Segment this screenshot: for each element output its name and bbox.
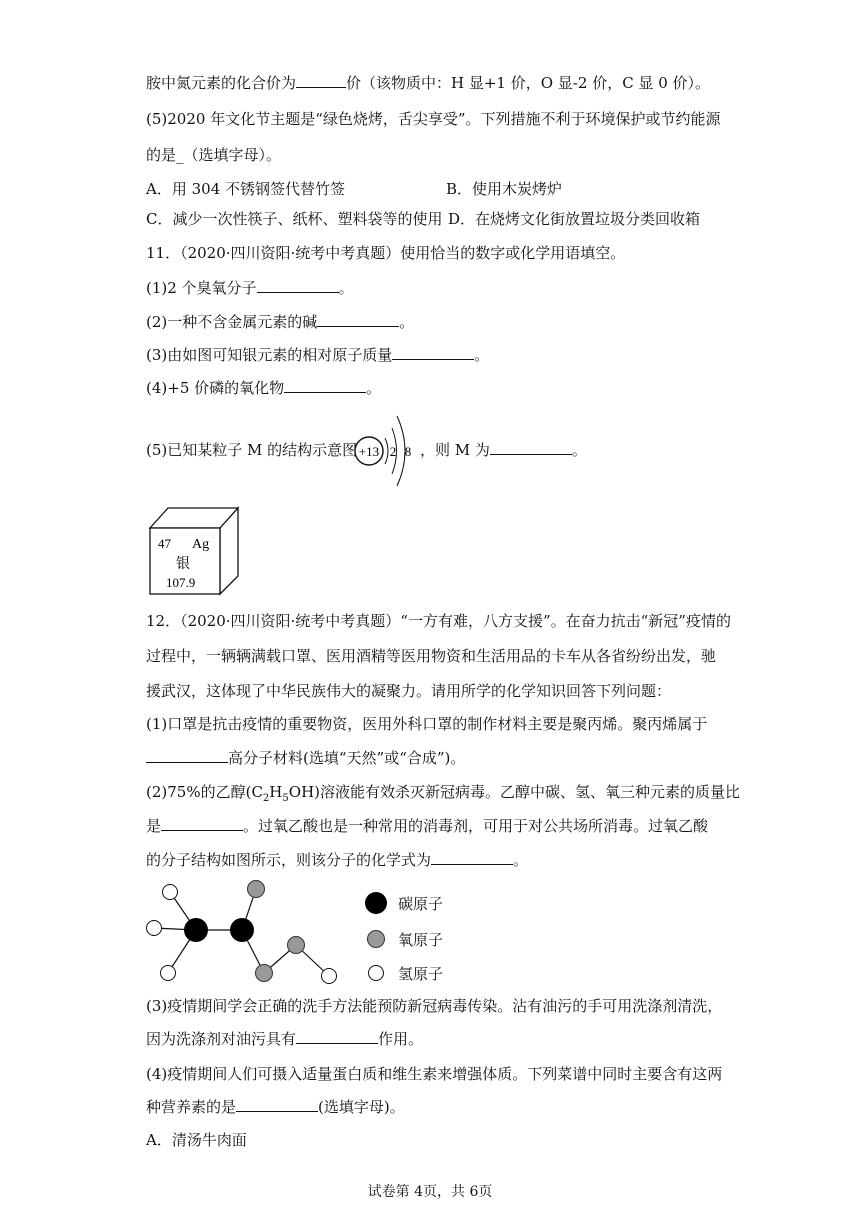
- page-footer: 试卷第 4页，共 6页: [367, 1184, 493, 1200]
- option-a-menu: A．清汤牛肉面: [146, 1131, 247, 1149]
- text-seg: 因为洗涤剂对油污具有: [146, 1030, 297, 1048]
- subscript: 5: [282, 793, 289, 804]
- question-12-line-5: [146, 748, 465, 768]
- legend-hydrogen-label: 氢原子: [398, 965, 444, 983]
- element-symbol: Ag: [192, 537, 210, 552]
- text-seg: ，则 M 为: [420, 441, 490, 459]
- text-seg: 。: [399, 313, 415, 331]
- question-12-line-8: [146, 850, 528, 870]
- text-seg: (1)2 个臭氧分子: [146, 279, 257, 297]
- text-seg: 。: [474, 346, 490, 364]
- text-seg: 。: [513, 851, 529, 869]
- q11-item-5b: [420, 440, 587, 460]
- answer-blank[interactable]: [431, 850, 513, 865]
- question-12-line-2: 过程中，一辆辆满载口罩、医用酒精等医用物资和生活用品的卡车从各省纷纷出发，驰: [146, 647, 717, 665]
- text-seg: 种营养素的是: [146, 1098, 237, 1116]
- text-seg: 。过氧乙酸也是一种常用的消毒剂，可用于对公共场所消毒。过氧乙酸: [243, 817, 709, 835]
- text-seg: 胺中氮元素的化合价为: [146, 74, 297, 92]
- text-line-3: 的是_（选填字母）。: [146, 146, 282, 164]
- question-12-line-6: [146, 782, 740, 809]
- oxygen-atom: [256, 965, 273, 982]
- legend-oxygen-label: 氧原子: [398, 931, 444, 949]
- question-12-line-7: [146, 816, 708, 836]
- hydrogen-atom: [322, 969, 337, 984]
- question-11-title: 11．（2020·四川资阳·统考中考真题）使用恰当的数字或化学用语填空。: [146, 244, 626, 262]
- element-cell-cube: [146, 504, 242, 596]
- answer-blank[interactable]: [392, 345, 474, 360]
- q11-item-2: [146, 312, 414, 332]
- nucleus-charge: +13: [358, 444, 380, 459]
- subscript: 2: [262, 793, 270, 804]
- text-seg: OH)溶液能有效杀灭新冠病毒。乙醇中碳、氢、氧三种元素的质量比: [288, 783, 740, 801]
- text-seg: (2)一种不含金属元素的碱: [146, 313, 318, 331]
- text-seg: 高分子材料(选填“天然”或“合成”)。: [228, 749, 466, 767]
- question-12-line-11: (4)疫情期间人们可摄入适量蛋白质和维生素来增强体质。下列菜谱中同时主要含有这两: [146, 1065, 723, 1083]
- carbon-atom: [230, 918, 254, 942]
- answer-blank[interactable]: [257, 278, 339, 293]
- text-seg: 是: [146, 817, 162, 835]
- option-a: A．用 304 不锈钢签代替竹签: [146, 180, 346, 198]
- text-seg: (4)+5 价磷的氧化物: [146, 379, 285, 397]
- q11-item-3: [146, 345, 489, 365]
- shell-arc-1: [385, 438, 388, 464]
- question-12-line-9: (3)疫情期间学会正确的洗手方法能预防新冠病毒传染。沾有油污的手可用洗涤剂清洗，: [146, 997, 723, 1015]
- atomic-mass: 107.9: [166, 575, 196, 590]
- element-name: 银: [176, 556, 190, 572]
- text-seg: (选填字母)。: [318, 1098, 405, 1116]
- question-12-line-4: (1)口罩是抗击疫情的重要物资，医用外科口罩的制作材料主要是聚丙烯。聚丙烯属于: [146, 715, 708, 733]
- text-seg: (3)由如图可知银元素的相对原子质量: [146, 346, 393, 364]
- hydrogen-atom: [163, 885, 178, 900]
- hydrogen-atom: [147, 921, 162, 936]
- text-seg: 。: [366, 379, 382, 397]
- atomic-number: 47: [158, 536, 171, 551]
- legend-carbon-label: 碳原子: [398, 895, 444, 913]
- q11-item-5a: (5)已知某粒子 M 的结构示意图: [146, 441, 358, 459]
- text-seg: 的分子结构如图所示，则该分子的化学式为: [146, 851, 432, 869]
- oxygen-atom: [248, 881, 265, 898]
- text-line-1: [146, 73, 710, 93]
- legend-oxygen-icon: [368, 931, 385, 948]
- text-seg: 作用。: [378, 1030, 424, 1048]
- answer-blank[interactable]: [146, 748, 228, 763]
- text-seg: 。: [571, 441, 587, 459]
- peracetic-acid-molecule-diagram: [146, 876, 346, 990]
- question-12-line-3: 援武汉，这体现了中华民族伟大的凝聚力。请用所学的化学知识回答下列问题：: [146, 682, 672, 700]
- carbon-atom: [184, 918, 208, 942]
- text-seg: H: [269, 783, 283, 801]
- text-seg: 。: [338, 279, 354, 297]
- hydrogen-atom: [161, 966, 176, 981]
- answer-blank[interactable]: [317, 312, 399, 327]
- option-b: B．使用木炭烤炉: [446, 180, 563, 198]
- shell-1-electrons: 2: [389, 444, 397, 459]
- question-12-line-12: [146, 1097, 405, 1117]
- text-seg: (2)75%的乙醇(C: [146, 783, 263, 801]
- molecule-legend-symbols: [362, 890, 392, 982]
- answer-blank[interactable]: [296, 1029, 378, 1044]
- atom-structure-diagram: [353, 412, 415, 488]
- answer-blank[interactable]: [236, 1097, 318, 1112]
- legend-carbon-icon: [365, 892, 387, 914]
- q11-item-4: [146, 378, 381, 398]
- answer-blank[interactable]: [296, 73, 346, 88]
- text-line-2: (5)2020 年文化节主题是“绿色烧烤，舌尖享受”。下列措施不利于环境保护或节约能源: [146, 110, 721, 128]
- option-d: D．在烧烤文化街放置垃圾分类回收箱: [448, 210, 701, 228]
- q11-item-1: [146, 278, 354, 298]
- answer-blank[interactable]: [161, 816, 243, 831]
- legend-hydrogen-icon: [369, 966, 384, 981]
- question-12-line-10: [146, 1029, 423, 1049]
- option-c: C．减少一次性筷子、纸杯、塑料袋等的使用: [146, 210, 443, 228]
- answer-blank[interactable]: [284, 378, 366, 393]
- shell-2-electrons: 8: [404, 444, 412, 459]
- question-12-line-1: 12．（2020·四川资阳·统考中考真题）“一方有难，八方支援”。在奋力抗击“新冠”疫情的: [146, 612, 731, 630]
- answer-blank[interactable]: [490, 440, 572, 455]
- text-seg: 价（该物质中：H 显+1 价，O 显-2 价，C 显 0 价）。: [346, 74, 711, 92]
- oxygen-atom: [288, 937, 305, 954]
